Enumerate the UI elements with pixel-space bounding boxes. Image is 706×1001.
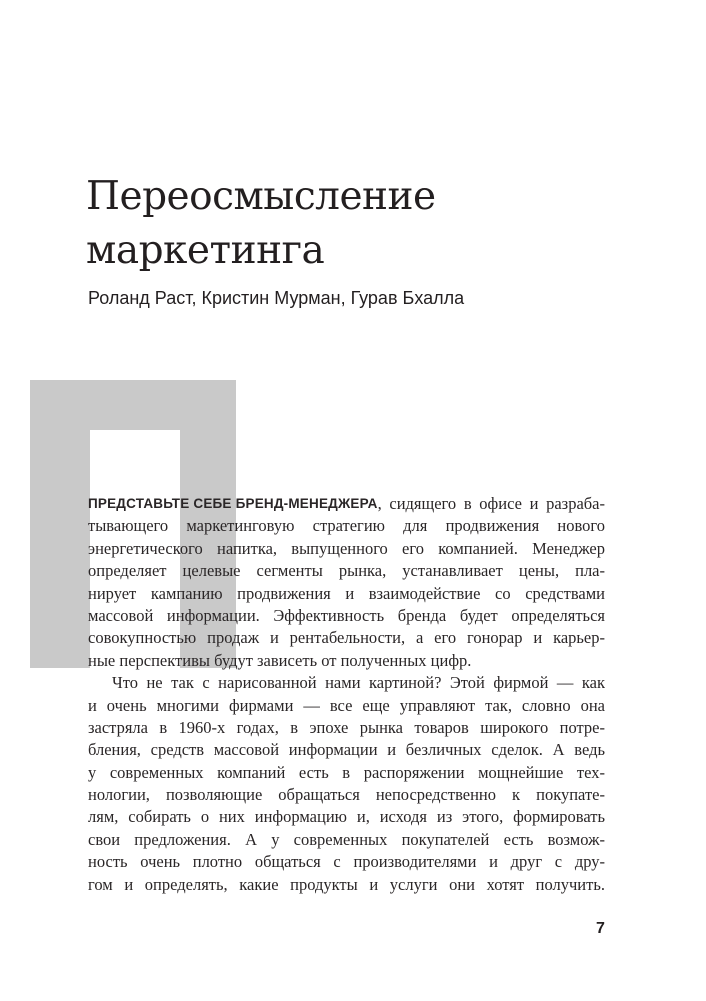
lead-in: ПРЕДСТАВЬТЕ СЕБЕ БРЕНД-МЕНЕДЖЕРА bbox=[88, 496, 378, 511]
paragraph-line: ные перспективы будут зависеть от полученных цифр. bbox=[88, 650, 472, 670]
paragraph-first-line bbox=[88, 493, 605, 515]
paragraph-line: у современных компаний есть в распоряжении мощнейшие тех- bbox=[88, 762, 605, 782]
paragraph-line: застряла в 1960-х годах, в эпохе рынка товаров широкого потре- bbox=[88, 717, 605, 737]
chapter-title-line: маркетинга bbox=[86, 228, 325, 273]
paragraph-line: определяет целевые сегменты рынка, устанавливает цены, пла- bbox=[88, 561, 605, 581]
paragraph-line: и очень многими фирмами — все еще управляют так, словно она bbox=[88, 695, 605, 715]
paragraph-line: массовой информации. Эффективность бренда будет определяться bbox=[88, 605, 605, 625]
paragraph-line: нологии, позволяющие обращаться непосредственно к покупате- bbox=[88, 785, 605, 805]
paragraph-line: лям, собирать о них информацию и, исходя из этого, формировать bbox=[88, 807, 605, 827]
chapter-title bbox=[86, 170, 436, 278]
paragraph-line: совокупностью продаж и рентабельности, а его гонорар и карьер- bbox=[88, 628, 605, 648]
page-number: 7 bbox=[596, 920, 605, 937]
paragraph-line: нирует кампанию продвижения и взаимодействие со средствами bbox=[88, 583, 605, 603]
paragraph-line: свои предложения. А у современных покупателей есть возмож- bbox=[88, 829, 605, 849]
paragraph-line: тывающего маркетинговую стратегию для продвижения нового bbox=[88, 516, 605, 536]
paragraph-line: , сидящего в офисе и разраба- bbox=[377, 494, 605, 513]
chapter-title-line: Переосмысление bbox=[86, 174, 436, 219]
paragraph-line: бления, средств массовой информации и безличных сделок. А ведь bbox=[88, 740, 605, 760]
paragraph-line: гом и определять, какие продукты и услуги они хотят получить. bbox=[88, 874, 605, 894]
paragraph-line: энергетического напитка, выпущенного его компанией. Менеджер bbox=[88, 538, 605, 558]
authors: Роланд Раст, Кристин Мурман, Гурав Бхалла bbox=[88, 288, 465, 308]
paragraph-line: Что не так с нарисованной нами картиной? Этой фирмой — как bbox=[112, 673, 605, 693]
paragraph-line: ность очень плотно общаться с производителями и друг с дру- bbox=[88, 852, 605, 872]
body-text bbox=[88, 493, 605, 896]
